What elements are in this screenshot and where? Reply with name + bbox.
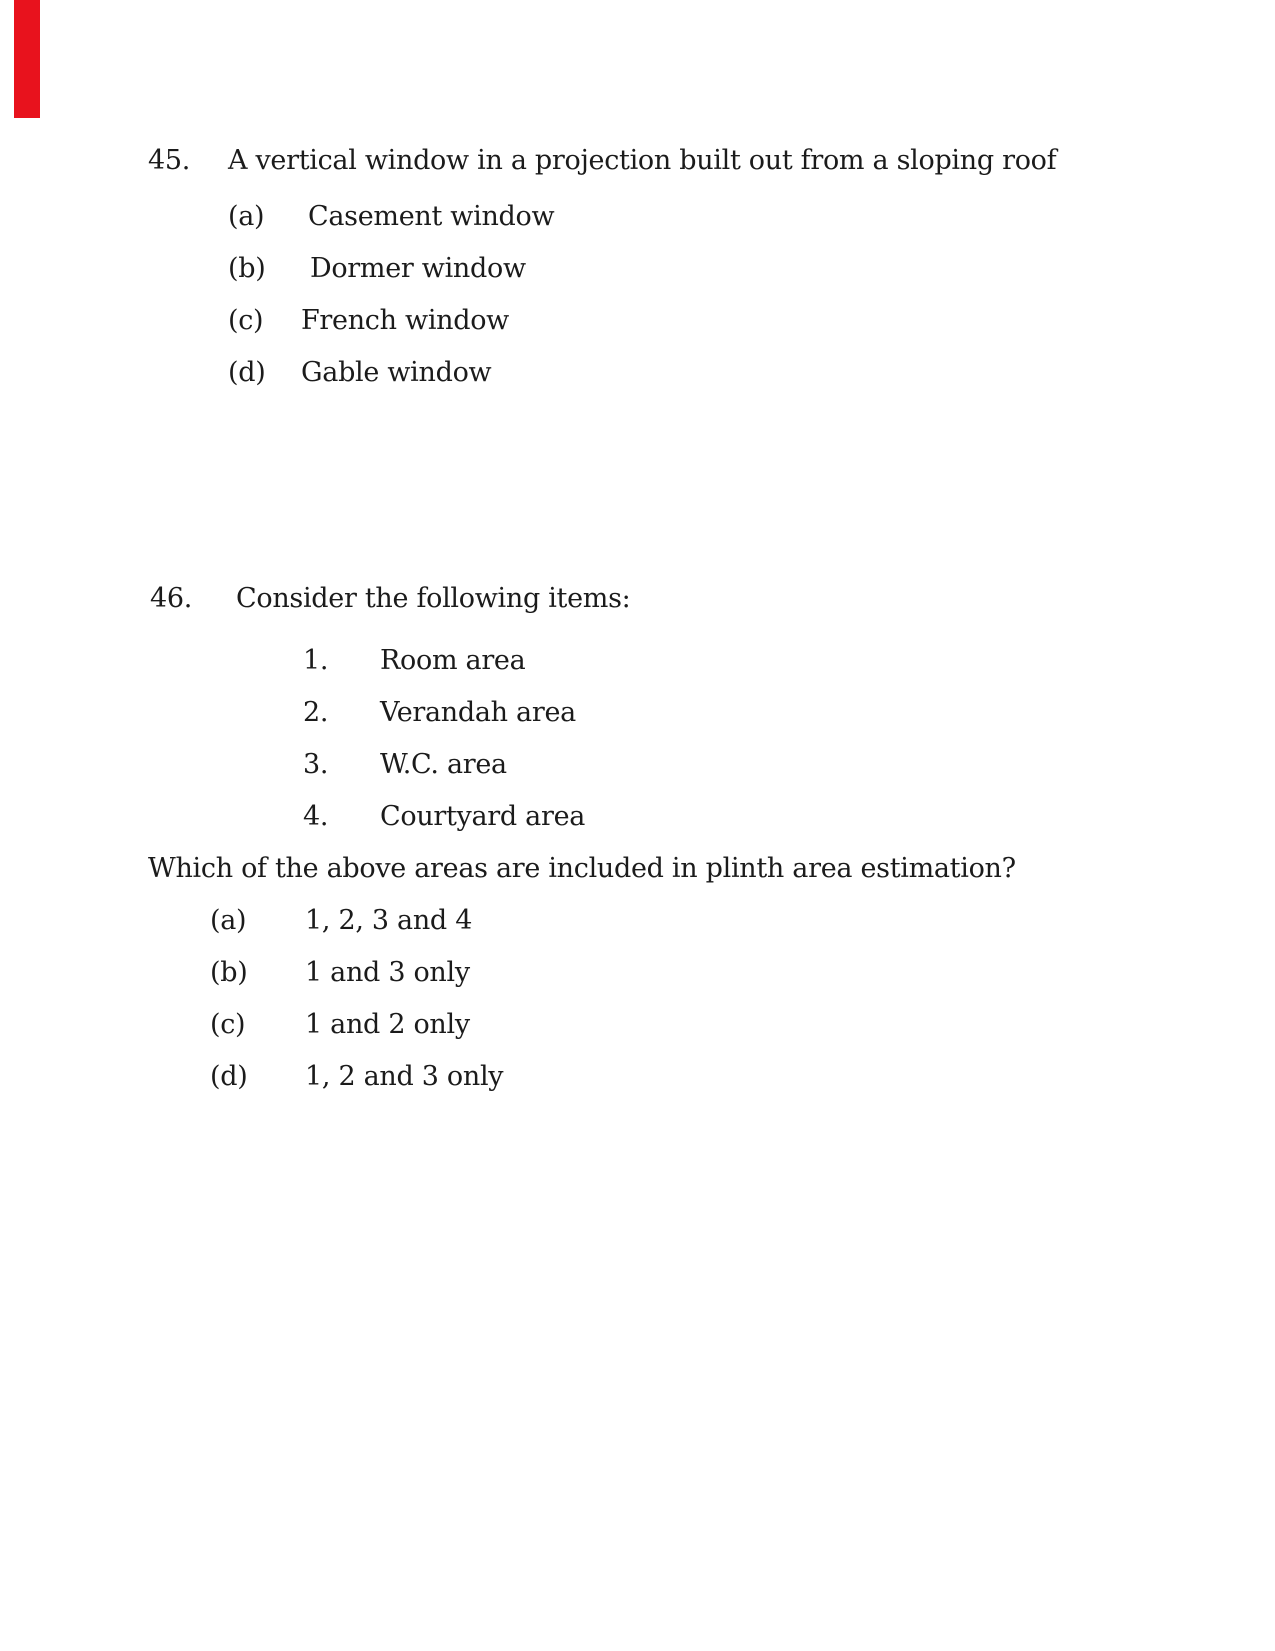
q46-option-a-label: (a) [210,905,247,936]
red-scan-mark [14,0,40,118]
q45-option-c-label: (c) [228,305,264,336]
q46-item-2-label: 2. [303,697,329,728]
q46-item-4-label: 4. [303,801,329,832]
question-46-number: 46. [150,583,193,614]
q46-item-2-text: Verandah area [380,697,576,728]
question-46-text: Consider the following items: [236,583,631,614]
q45-option-d-text: Gable window [301,357,492,388]
q45-option-a-label: (a) [228,201,265,232]
q45-option-b-text: Dormer window [310,253,526,284]
question-45-number: 45. [148,145,191,176]
q46-item-1-label: 1. [303,645,329,676]
question-45-text: A vertical window in a projection built out from a sloping roof [228,145,1057,176]
q46-item-1-text: Room area [380,645,526,676]
q46-option-d-text: 1, 2 and 3 only [305,1061,504,1092]
q46-option-a-text: 1, 2, 3 and 4 [305,905,473,936]
q45-option-c-text: French window [301,305,509,336]
q46-option-d-label: (d) [210,1061,248,1092]
q46-option-c-label: (c) [210,1009,246,1040]
q45-option-b-label: (b) [228,253,266,284]
q46-option-c-text: 1 and 2 only [305,1009,470,1040]
q46-subquestion: Which of the above areas are included in plinth area estimation? [148,853,1016,884]
q46-option-b-text: 1 and 3 only [305,957,470,988]
q46-option-b-label: (b) [210,957,248,988]
q46-item-4-text: Courtyard area [380,801,586,832]
q45-option-d-label: (d) [228,357,266,388]
q46-item-3-text: W.C. area [380,749,507,780]
q46-item-3-label: 3. [303,749,329,780]
q45-option-a-text: Casement window [308,201,555,232]
